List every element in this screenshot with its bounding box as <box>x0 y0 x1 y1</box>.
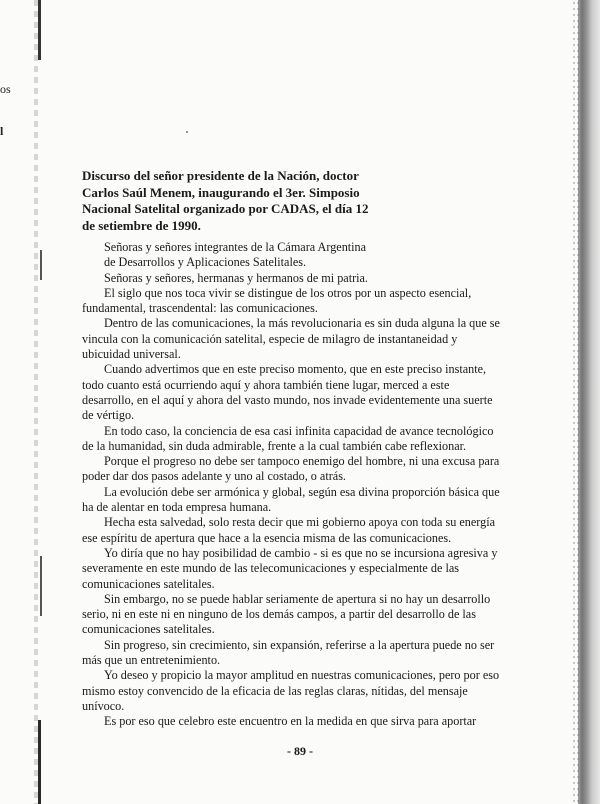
scan-left-binding <box>34 0 38 804</box>
body-line: Cuando advertimos que en este preciso momento, que en este preciso instante, <box>104 362 487 377</box>
body-line: Sin embargo, no se puede hablar seriamente de apertura si no hay un desarrollo <box>104 591 491 606</box>
heading-line: Discurso del señor presidente de la Nación, doctor <box>82 168 359 183</box>
body-line: comunicaciones satelitales. <box>82 576 215 591</box>
body-line: En todo caso, la conciencia de esa casi infinita capacidad de avance tecnológico <box>104 423 494 438</box>
body-line: Señoras y señores integrantes de la Cámara Argentina <box>104 240 367 254</box>
heading-line: Carlos Saúl Menem, inaugurando el 3er. Simposio <box>82 184 360 200</box>
body-line: más que un entretenimiento. <box>82 653 221 668</box>
body-line: mismo estoy convencido de la eficacia de las reglas claras, nítidas, del mensaje <box>82 683 468 698</box>
scan-speck <box>186 131 188 133</box>
scan-left-mark <box>40 556 42 616</box>
body-line: de Desarrollos y Aplicaciones Satelitales. <box>104 255 307 270</box>
body-line: unívoco. <box>82 698 125 713</box>
margin-fragment-mid: l <box>0 124 4 138</box>
scan-left-binding-bottom <box>38 720 41 804</box>
body-line: de la humanidad, sin duda admirable, frente a la cual también cabe reflexionar. <box>82 438 467 453</box>
body-line: Yo diría que no hay posibilidad de cambio - si es que no se incursiona agresiva y <box>104 545 498 560</box>
scan-left-mark <box>40 250 42 280</box>
body-line: Sin progreso, sin crecimiento, sin expansión, referirse a la apertura puede no ser <box>104 637 495 652</box>
body-line: Porque el progreso no debe ser tampoco enemigo del hombre, ni una excusa para <box>104 454 500 469</box>
speech-heading <box>82 168 412 234</box>
body-line: El siglo que nos toca vivir se distingue de los otros por un aspecto esencial, <box>104 285 472 300</box>
body-line: vincula con la comunicación satelital, especie de milagro de instantaneidad y <box>82 331 458 346</box>
body-line: todo cuanto está ocurriendo aquí y ahora también tiene lugar, merced a este <box>82 377 450 392</box>
body-line: La evolución debe ser armónica y global, según esa divina proporción básica que <box>104 484 500 499</box>
body-line: ubicuidad universal. <box>82 347 181 362</box>
body-line: ha de alentar en toda empresa humana. <box>82 500 272 515</box>
body-line: Yo deseo y propicio la mayor amplitud en nuestras comunicaciones, pero por eso <box>104 668 500 683</box>
body-line: Hecha esta salvedad, solo resta decir que mi gobierno apoya con toda su energía <box>104 515 495 530</box>
body-line: Señoras y señores, hermanas y hermanos de mi patria. <box>104 270 368 285</box>
body-line: ese espíritu de apertura que hace a la esencia misma de las comunicaciones. <box>82 530 452 545</box>
scan-left-binding-top <box>38 0 41 60</box>
heading-line: de setiembre de 1990. <box>82 217 201 233</box>
body-line: severamente en este mundo de las telecomunicaciones y especialmente de las <box>82 561 459 576</box>
body-line: de vértigo. <box>82 408 135 423</box>
margin-fragment-top: os <box>0 82 11 96</box>
body-line: fundamental, trascendental: las comunicaciones. <box>82 301 318 316</box>
scan-right-speckle <box>572 0 582 804</box>
body-line: serio, ni en este ni en ninguno de los demás campos, a partir del desarrollo de las <box>82 607 476 622</box>
body-line: desarrollo, en el aquí y ahora del vasto mundo, nos invade evidentemente una suerte <box>82 392 493 407</box>
body-line: Es por eso que celebro este encuentro en la medida en que sirva para aportar <box>104 714 477 729</box>
speech-body <box>82 240 516 730</box>
body-line: poder dar dos pasos adelante y uno al costado, o atrás. <box>82 469 346 484</box>
body-line: comunicaciones satelitales. <box>82 622 215 637</box>
heading-line: Nacional Satelital organizado por CADAS, el día 12 <box>82 201 369 216</box>
page-number: - 89 - <box>287 744 313 758</box>
body-line: Dentro de las comunicaciones, la más revolucionaria es sin duda alguna la que se <box>104 316 500 331</box>
